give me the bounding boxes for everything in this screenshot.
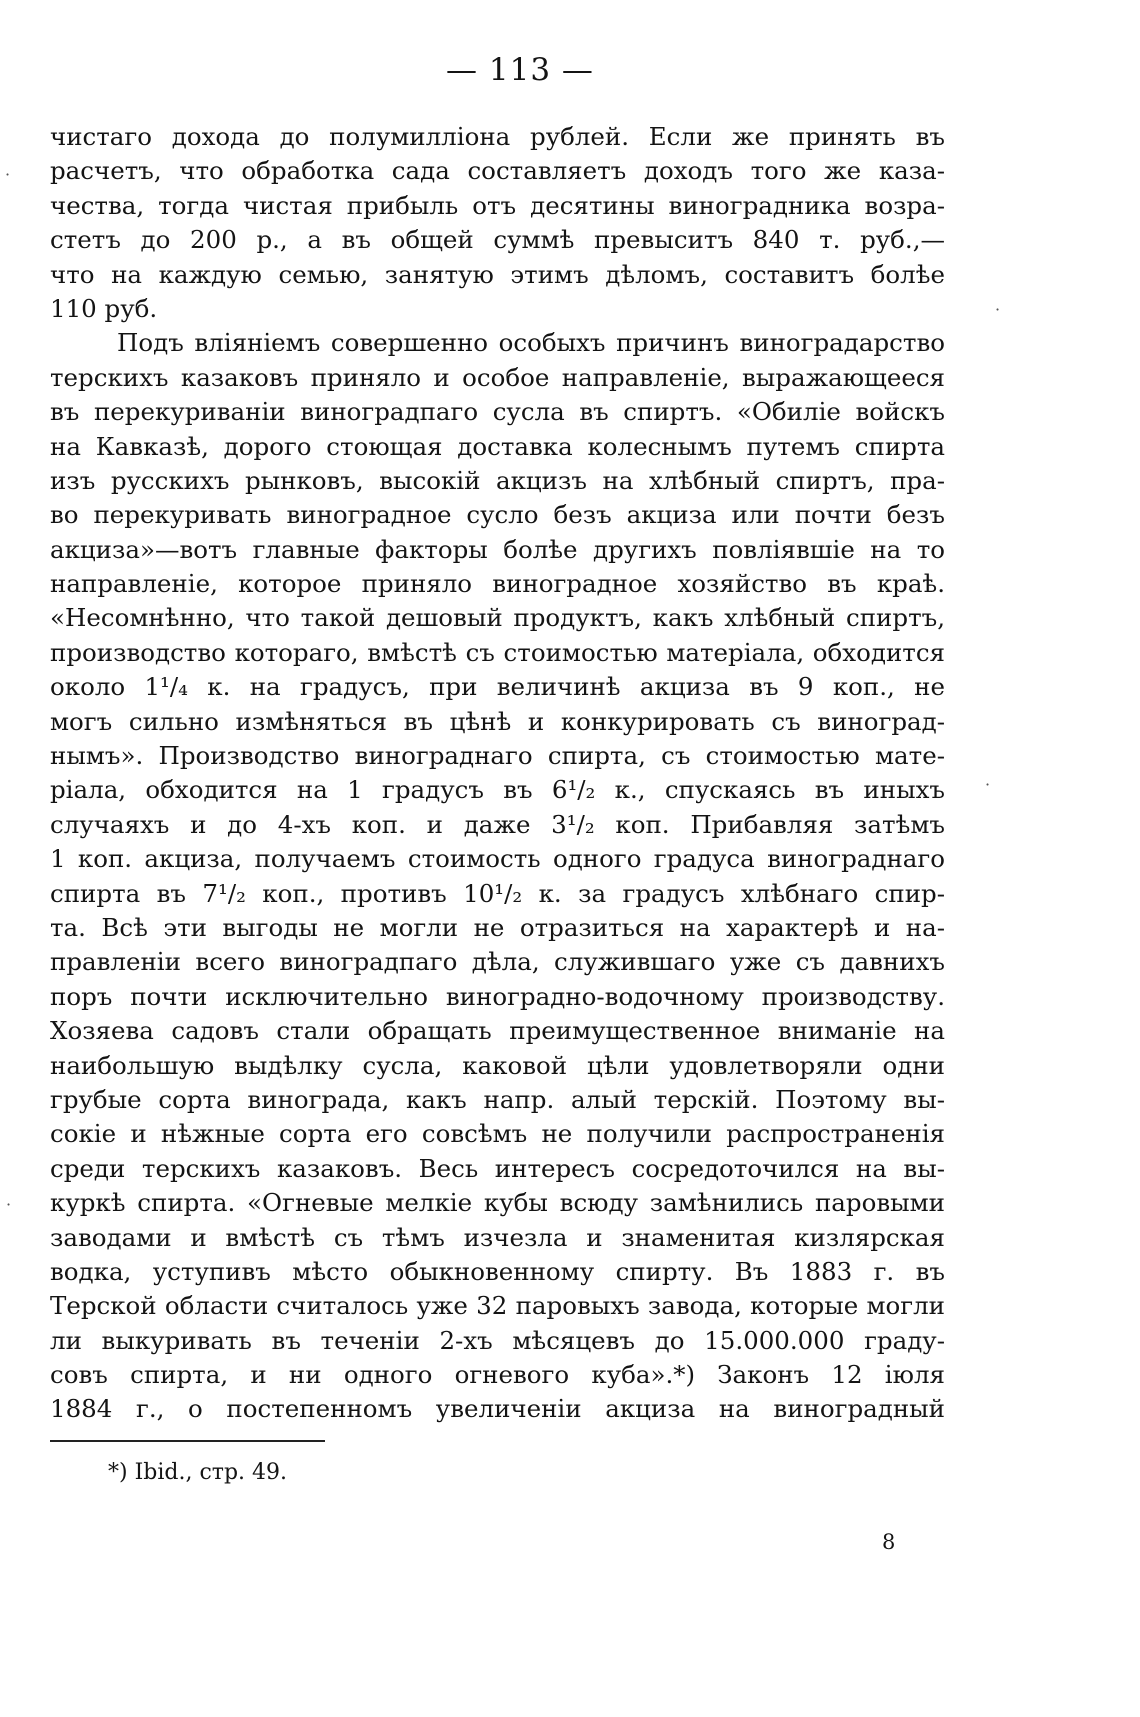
text-line: сокіе и нѣжные сорта его совсѣмъ не получили распространенія [50, 1119, 945, 1149]
text-line: Хозяева садовъ стали обращать преимущественное вниманіе на [50, 1016, 945, 1046]
text-line: «Несомнѣнно, что такой дешовый продуктъ, какъ хлѣбный спиртъ, [50, 603, 945, 633]
printer-signature-mark: 8 [882, 1530, 896, 1554]
text-line: на Кавказѣ, дорого стоющая доставка колеснымъ путемъ спирта [50, 431, 945, 461]
text-line: чества, тогда чистая прибыль отъ десятины виноградника возра- [50, 190, 945, 220]
text-line: ріала, обходится на 1 градусъ въ 6¹/₂ к., спускаясь въ иныхъ [50, 775, 945, 805]
paragraph-start-line: Подъ вліяніемъ совершенно особыхъ причинъ виноградарство [117, 328, 945, 358]
text-line: куркѣ спирта. «Огневые мелкіе кубы всюду замѣнились паровыми [50, 1188, 945, 1218]
text-line: поръ почти исключительно виноградно-водочному производству. [50, 981, 945, 1011]
scan-speck: · [6, 1195, 12, 1214]
scan-speck: · [995, 300, 1001, 319]
text-line: грубые сорта винограда, какъ напр. алый терскій. Поэтому вы- [50, 1084, 945, 1114]
body-text [50, 120, 945, 1427]
text-line: среди терскихъ казаковъ. Весь интересъ сосредоточился на вы- [50, 1153, 945, 1183]
text-line: водка, уступивъ мѣсто обыкновенному спирту. Въ 1883 г. въ [50, 1256, 945, 1286]
scan-speck: · [5, 165, 11, 184]
scan-speck: · [985, 775, 991, 794]
text-line: Терской области считалось уже 32 паровыхъ завода, которые могли [50, 1291, 945, 1321]
text-line: около 1¹/₄ к. на градусъ, при величинѣ акциза въ 9 коп., не [50, 672, 945, 702]
text-line: акциза»—вотъ главные факторы болѣе другихъ повліявшіе на то [50, 534, 945, 564]
text-line: 1884 г., о постепенномъ увеличеніи акциза на виноградный [50, 1394, 945, 1424]
text-line: направленіе, которое приняло виноградное хозяйство въ краѣ. [50, 569, 945, 599]
text-line: въ перекуриваніи виноградпаго сусла въ спиртъ. «Обиліе войскъ [50, 397, 945, 427]
text-line: спирта въ 7¹/₂ коп., противъ 10¹/₂ к. за градусъ хлѣбнаго спир- [50, 878, 945, 908]
text-line: чистаго дохода до полумилліона рублей. Если же принять въ [50, 122, 945, 151]
footnote: *) Ibid., стр. 49. [108, 1460, 287, 1485]
text-line: нымъ». Производство винограднаго спирта, съ стоимостью мате- [50, 741, 945, 771]
text-line: что на каждую семью, занятую этимъ дѣломъ, составитъ болѣе [50, 259, 945, 289]
text-line: стетъ до 200 р., а въ общей суммѣ превыситъ 840 т. руб.,— [50, 225, 945, 255]
text-line: могъ сильно измѣняться въ цѣнѣ и конкурировать съ виноград- [50, 706, 945, 736]
text-line: та. Всѣ эти выгоды не могли не отразиться на характерѣ и на- [50, 912, 945, 942]
text-line: 110 руб. [50, 293, 158, 323]
text-line: наибольшую выдѣлку сусла, каковой цѣли удовлетворяли одни [50, 1050, 945, 1080]
text-line: правленіи всего виноградпаго дѣла, служившаго уже съ давнихъ [50, 947, 945, 977]
text-line: производство котораго, вмѣстѣ съ стоимостью матеріала, обходится [50, 637, 945, 667]
text-line: во перекуривать виноградное сусло безъ акциза или почти безъ [50, 500, 945, 530]
text-line: 1 коп. акциза, получаемъ стоимость одного градуса винограднаго [50, 844, 945, 874]
text-line: заводами и вмѣстѣ съ тѣмъ изчезла и знаменитая кизлярская [50, 1222, 945, 1252]
text-line: терскихъ казаковъ приняло и особое направленіе, выражающееся [50, 362, 945, 392]
text-line: ли выкуривать въ теченіи 2-хъ мѣсяцевъ до 15.000.000 граду- [50, 1325, 945, 1355]
page-number: — 113 — [446, 52, 594, 88]
text-line: расчетъ, что обработка сада составляетъ доходъ того же каза- [50, 156, 945, 186]
text-line: совъ спирта, и ни одного огневого куба».*) Законъ 12 іюля [50, 1360, 945, 1390]
text-line: изъ русскихъ рынковъ, высокій акцизъ на хлѣбный спиртъ, пра- [50, 465, 945, 495]
footnote-divider [50, 1440, 325, 1442]
text-line: случаяхъ и до 4-хъ коп. и даже 3¹/₂ коп. Прибавляя затѣмъ [50, 809, 945, 839]
